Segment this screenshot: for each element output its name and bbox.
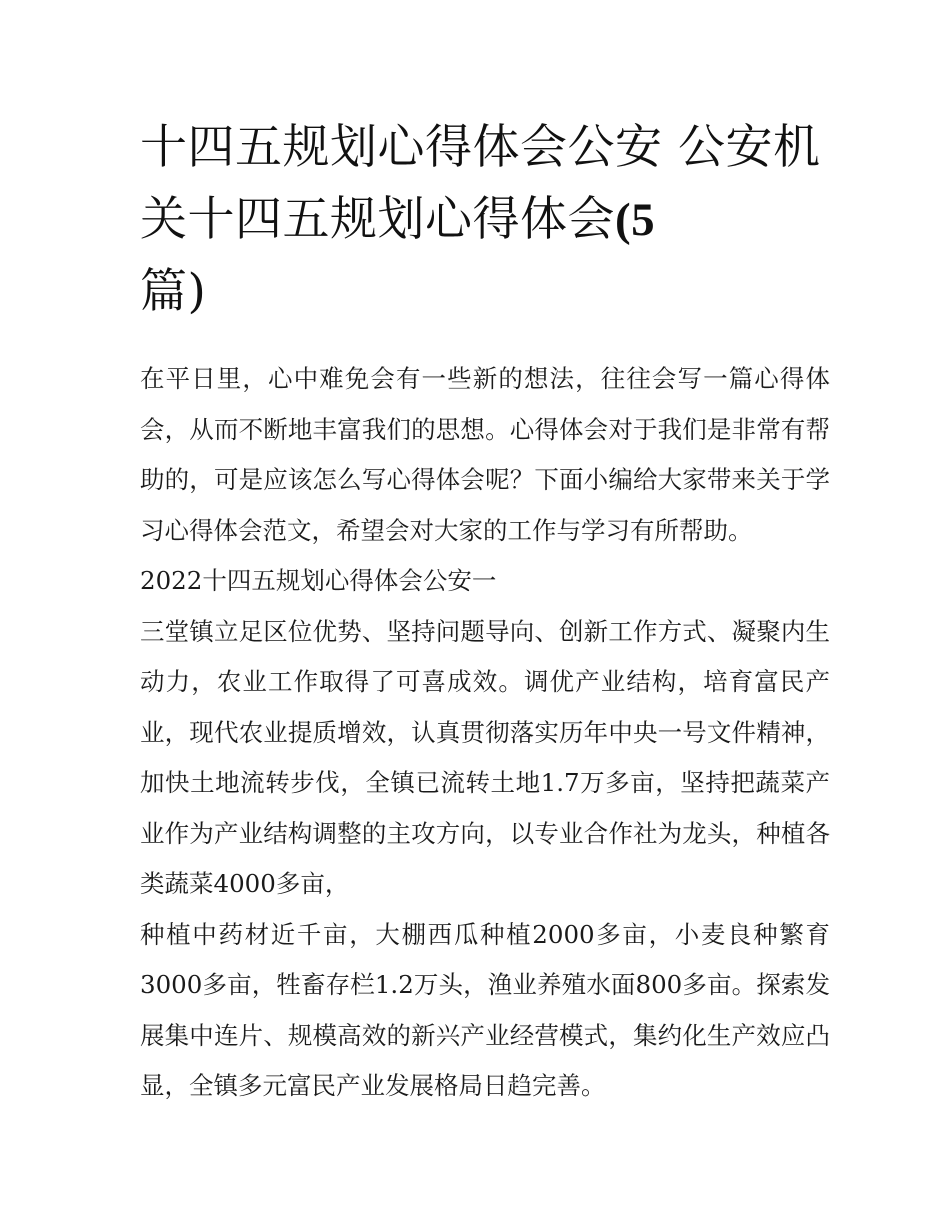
intro-paragraph: 在平日里，心中难免会有一些新的想法，往往会写一篇心得体会，从而不断地丰富我们的思想。心得体会对于我们是非常有帮助的，可是应该怎么写心得体会呢？下面小编给大家带来关于学习心得体会范文，希望会对大家的工作与学习有所帮助。 xyxy=(140,364,830,545)
body-paragraph: 种植中药材近千亩，大棚西瓜种植2000多亩，小麦良种繁育3000多亩，牲畜存栏1.2万头，渔业养殖水面800多亩。探索发展集中连片、规模高效的新兴产业经营模式，集约化生产效应凸显，全镇多元富民产业发展格局日趋完善。 xyxy=(140,919,830,1100)
title-text: 十四五规划心得体会公安 公安机关十四五规划心得体会 xyxy=(140,120,821,247)
document-body xyxy=(140,354,830,1112)
section-heading: 2022十四五规划心得体会公安一 xyxy=(140,566,497,595)
title-count: (5 xyxy=(615,194,656,246)
document-content xyxy=(140,112,830,1112)
title-suffix: 篇) xyxy=(140,264,207,319)
body-paragraph: 三堂镇立足区位优势、坚持问题导向、创新工作方式、凝聚内生动力，农业工作取得了可喜成效。调优产业结构，培育富民产业，现代农业提质增效，认真贯彻落实历年中央一号文件精神，加快土地流转步伐，全镇已流转土地1.7万多亩，坚持把蔬菜产业作为产业结构调整的主攻方向，以专业合作社为龙头，种植各类蔬菜4000多亩， xyxy=(140,616,830,898)
document-title xyxy=(140,112,830,328)
